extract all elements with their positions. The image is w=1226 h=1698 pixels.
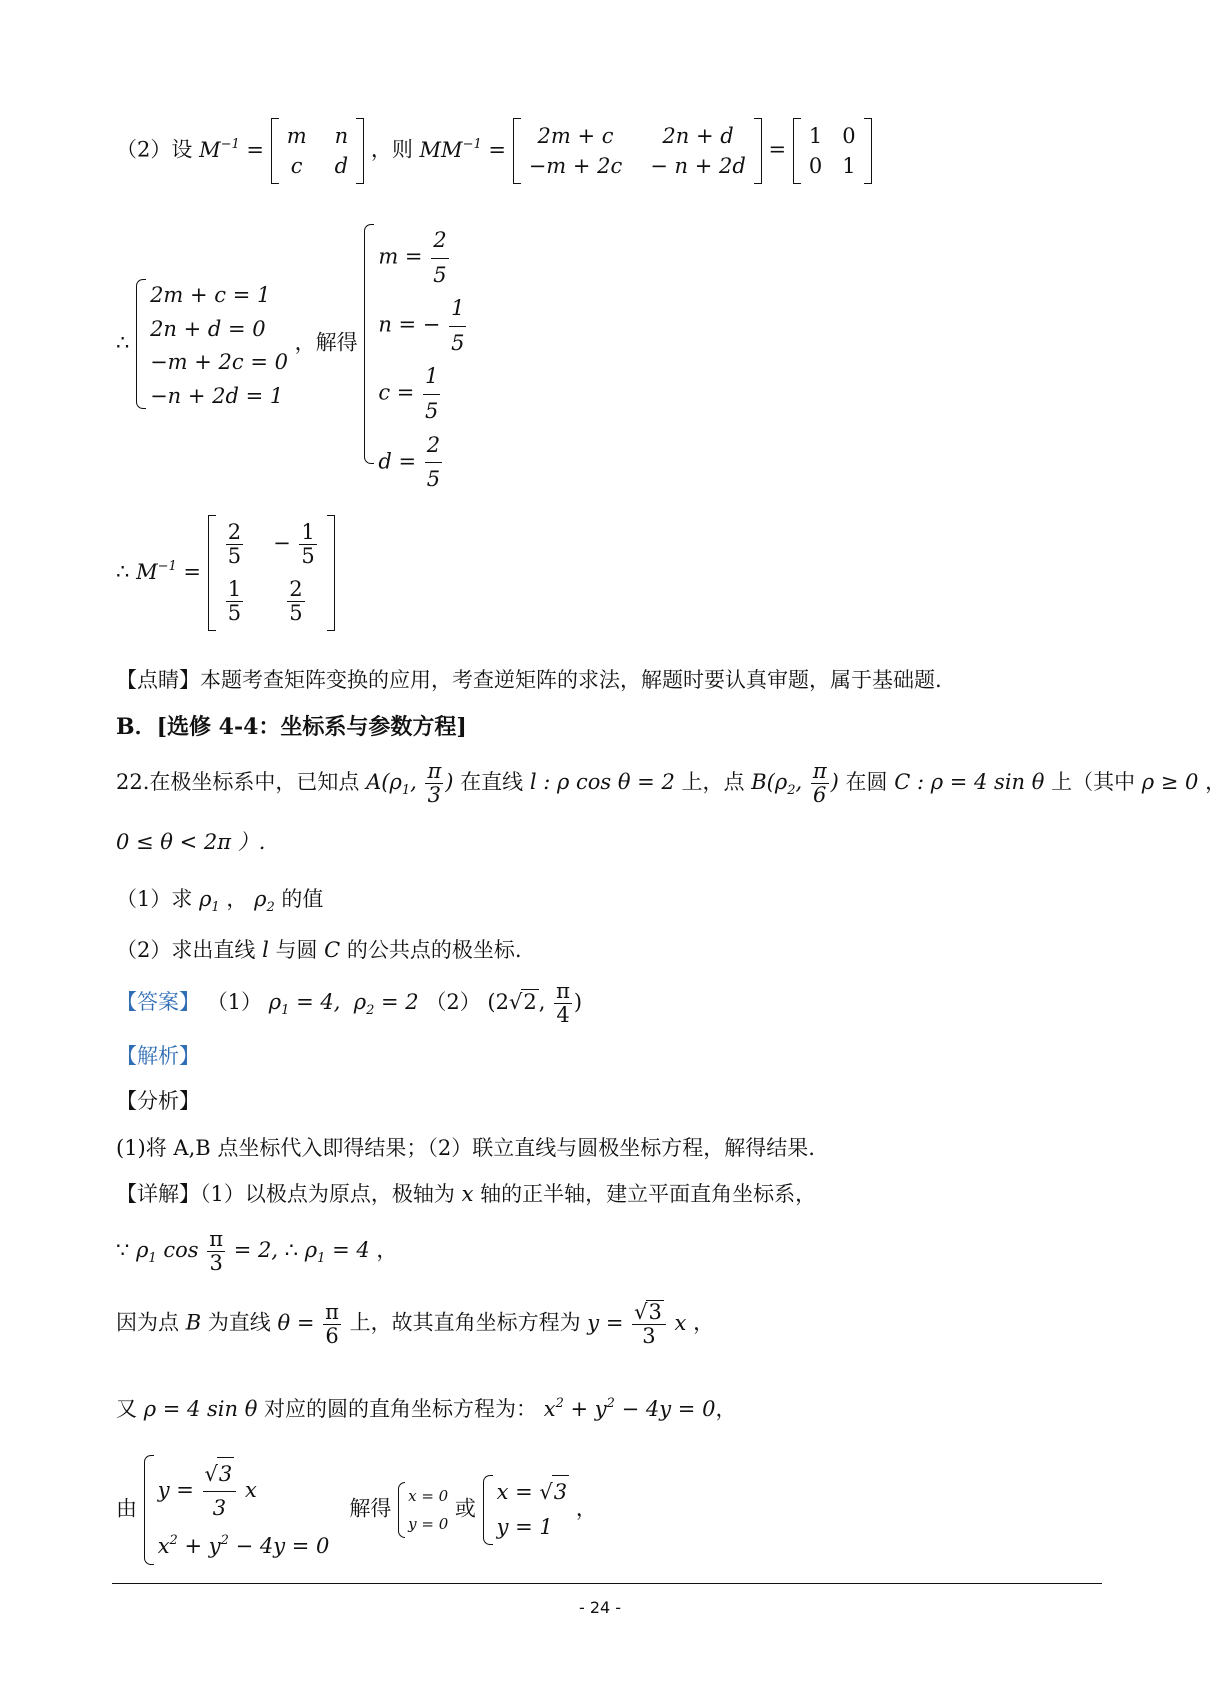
equals: = <box>768 137 787 162</box>
page-number: - 24 - <box>578 1598 622 1617</box>
rho-condition: ρ ≥ 0 <box>1141 770 1199 795</box>
math: $MM^{-1}$ = <box>419 136 507 162</box>
matrix-product: 2m + c 2n + d −m + 2c − n + 2d <box>513 118 762 184</box>
inverse-matrix: 2 5 − $\frac{1}{5}$ 1 5 2 5 <box>208 515 335 631</box>
therefore-symbol: ∴ <box>116 330 130 355</box>
question-part-1: （1）求 $\rho_1$ ， $\rho_2$ 的值 <box>116 887 324 915</box>
math: $M^{-1}$ = <box>136 558 202 584</box>
line-circle-system: y = $\frac{√3}{3}$ x $x^2 + y^2 - 4y = 0$ <box>144 1455 330 1565</box>
fenxi-label: 【分析】 <box>116 1089 200 1113</box>
circle-derivation: 又 ρ = 4 sin θ 对应的圆的直角坐标方程为： $x^2 + y^2 - 4y = 0$， <box>116 1396 737 1421</box>
solution-point: x = √3 y = 1 <box>483 1475 570 1545</box>
text: （2）设 <box>116 137 193 162</box>
fenxi-text: (1)将 A,B 点坐标代入即得结果；（2）联立直线与圆极坐标方程，解得结果. <box>116 1136 815 1160</box>
circle-c-eq: C : ρ = 4 sin θ <box>894 770 1045 795</box>
question-22: 22.在极坐标系中，已知点 $A(\rho_1$, $\frac{\pi}{3}$ ) 在直线 l : ρ cos θ = 2 上，点 $B(\rho_2$, $\frac{\pi}{6}$ ) 在圆 C : ρ = 4 sin θ 上（其中 ρ ≥ 0 ， <box>116 759 1226 808</box>
line-b-derivation: 因为点 B 为直线 θ = $\frac{\pi}{6}$ 上，故其直角坐标方程为 y = $\frac{√3}{3}$ x ， <box>116 1299 715 1349</box>
matrix-mn: m n c d <box>271 118 364 184</box>
linear-system: 2m + c = 1 2n + d = 0 −m + 2c = 0 −n + 2d = 1 <box>136 279 288 409</box>
inverse-matrix-line <box>116 515 335 631</box>
equation-system-line <box>116 224 468 492</box>
text: ，解得 <box>294 330 358 355</box>
point-b: $B(\rho_2$, $\frac{\pi}{6}$ ) <box>751 759 839 808</box>
point-a: $A(\rho_1$, $\frac{\pi}{3}$ ) <box>366 759 454 808</box>
matrix-setup-line <box>116 118 872 184</box>
answer-label: 【答案】 <box>116 990 200 1015</box>
rho1-derivation: ∵ $\rho_1$ cos $\frac{\pi}{3}$ = 2, ∴ $\rho_1 = 4$ ， <box>116 1227 398 1276</box>
detail-line: 【详解】（1）以极点为原点，极轴为 x 轴的正半轴，建立平面直角坐标系， <box>116 1182 817 1206</box>
solution-origin: x = 0 y = 0 <box>398 1482 448 1538</box>
answer-line: 【答案】 （1） $\rho_1 = 4$, $\rho_2 = 2$ （2） (2√2, $\frac{\pi}{4}$ ) <box>116 979 583 1028</box>
footer-rule <box>112 1583 1102 1584</box>
dianjing-note: 【点睛】本题考查矩阵变换的应用，考查逆矩阵的求法，解题时要认真审题，属于基础题. <box>116 668 942 692</box>
section-heading: B．[选修 4-4：坐标系与参数方程] <box>116 714 467 740</box>
question-part-2: （2）求出直线 l 与圆 C 的公共点的极坐标. <box>116 938 522 962</box>
line-l-eq: l : ρ cos θ = 2 <box>529 770 675 795</box>
solution-system: m = $\frac{2}{5}$ n = − $\frac{1}{5}$ c = $\frac{1}{5}$ d = $\frac{2}{5}$ <box>364 224 468 464</box>
jiexi-label: 【解析】 <box>116 1044 200 1068</box>
solve-system-line: 由 y = $\frac{√3}{3}$ x $x^2 + y^2 - 4y = 0$ 解得 x = 0 y = 0 或 x = √3 y = 1 ， <box>116 1455 597 1565</box>
math: $M^{-1}$ = <box>199 136 265 162</box>
identity-matrix: 1 0 0 1 <box>793 118 872 184</box>
therefore-symbol: ∴ <box>116 559 130 584</box>
theta-range: 0 ≤ θ < 2π ）. <box>116 830 266 854</box>
text: ，则 <box>370 137 413 162</box>
